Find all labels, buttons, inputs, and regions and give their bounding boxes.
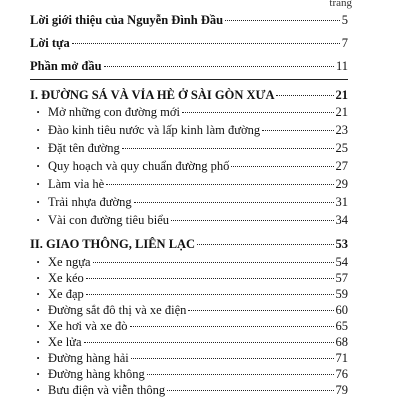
toc-item: · Xe đạp 59 bbox=[36, 287, 348, 301]
dot-leader bbox=[225, 20, 340, 21]
section-divider bbox=[30, 79, 348, 80]
bullet-icon: · bbox=[36, 383, 41, 397]
toc-item: · Quy hoạch và quy chuẩn đường phố 27 bbox=[36, 159, 348, 173]
toc-item: · Đường hàng hải 71 bbox=[36, 351, 348, 365]
bullet-icon: · bbox=[36, 335, 41, 349]
toc-entry-opening: Phần mở đầu 11 bbox=[30, 59, 348, 73]
toc-item: · Đường hàng không 76 bbox=[36, 367, 348, 381]
toc-item: · Đường sắt đô thị và xe điện 60 bbox=[36, 303, 348, 317]
dot-leader bbox=[231, 166, 333, 167]
toc-item: · Xe ngựa 54 bbox=[36, 255, 348, 269]
toc-item: · Bưu điện và viễn thông 79 bbox=[36, 383, 348, 397]
toc-item: · Đào kinh tiêu nước và lấp kinh làm đường 23 bbox=[36, 123, 348, 137]
toc-chapter-2: II. GIAO THÔNG, LIÊN LẠC 53 bbox=[30, 237, 348, 251]
bullet-icon: · bbox=[36, 213, 41, 227]
bullet-icon: · bbox=[36, 351, 41, 365]
page-column-label: trang bbox=[329, 0, 352, 9]
dot-leader bbox=[188, 310, 333, 311]
dot-leader bbox=[130, 326, 334, 327]
dot-leader bbox=[171, 220, 334, 221]
dot-leader bbox=[182, 112, 334, 113]
dot-leader bbox=[93, 262, 334, 263]
dot-leader bbox=[72, 43, 340, 44]
bullet-icon: · bbox=[36, 255, 41, 269]
toc-entry-introduction: Lời giới thiệu của Nguyễn Đình Đầu 5 bbox=[30, 13, 348, 27]
bullet-icon: · bbox=[36, 367, 41, 381]
dot-leader bbox=[167, 390, 333, 391]
dot-leader bbox=[122, 148, 334, 149]
dot-leader bbox=[276, 95, 333, 96]
dot-leader bbox=[131, 358, 334, 359]
bullet-icon: · bbox=[36, 303, 41, 317]
toc-item: · Xe lửa 68 bbox=[36, 335, 348, 349]
bullet-icon: · bbox=[36, 195, 41, 209]
bullet-icon: · bbox=[36, 141, 41, 155]
bullet-icon: · bbox=[36, 177, 41, 191]
toc-item: · Xe kéo 57 bbox=[36, 271, 348, 285]
dot-leader bbox=[197, 244, 333, 245]
dot-leader bbox=[134, 202, 334, 203]
toc-item: · Vài con đường tiêu biểu 34 bbox=[36, 213, 348, 227]
bullet-icon: · bbox=[36, 319, 41, 333]
toc-item: · Xe hơi và xe đò 65 bbox=[36, 319, 348, 333]
bullet-icon: · bbox=[36, 159, 41, 173]
toc-item: · Đặt tên đường 25 bbox=[36, 141, 348, 155]
dot-leader bbox=[106, 184, 333, 185]
dot-leader bbox=[86, 278, 334, 279]
toc-item: · Trải nhựa đường 31 bbox=[36, 195, 348, 209]
dot-leader bbox=[262, 130, 333, 131]
dot-leader bbox=[147, 374, 334, 375]
dot-leader bbox=[84, 342, 334, 343]
toc-entry-preface: Lời tựa 7 bbox=[30, 36, 348, 50]
dot-leader bbox=[104, 66, 334, 67]
bullet-icon: · bbox=[36, 105, 41, 119]
toc-chapter-1: I. ĐƯỜNG SÁ VÀ VỈA HÈ Ở SÀI GÒN XƯA 21 bbox=[30, 88, 348, 102]
dot-leader bbox=[86, 294, 334, 295]
toc-item: · Làm vỉa hè 29 bbox=[36, 177, 348, 191]
bullet-icon: · bbox=[36, 287, 41, 301]
bullet-icon: · bbox=[36, 271, 41, 285]
toc-item: · Mở những con đường mới 21 bbox=[36, 105, 348, 119]
bullet-icon: · bbox=[36, 123, 41, 137]
